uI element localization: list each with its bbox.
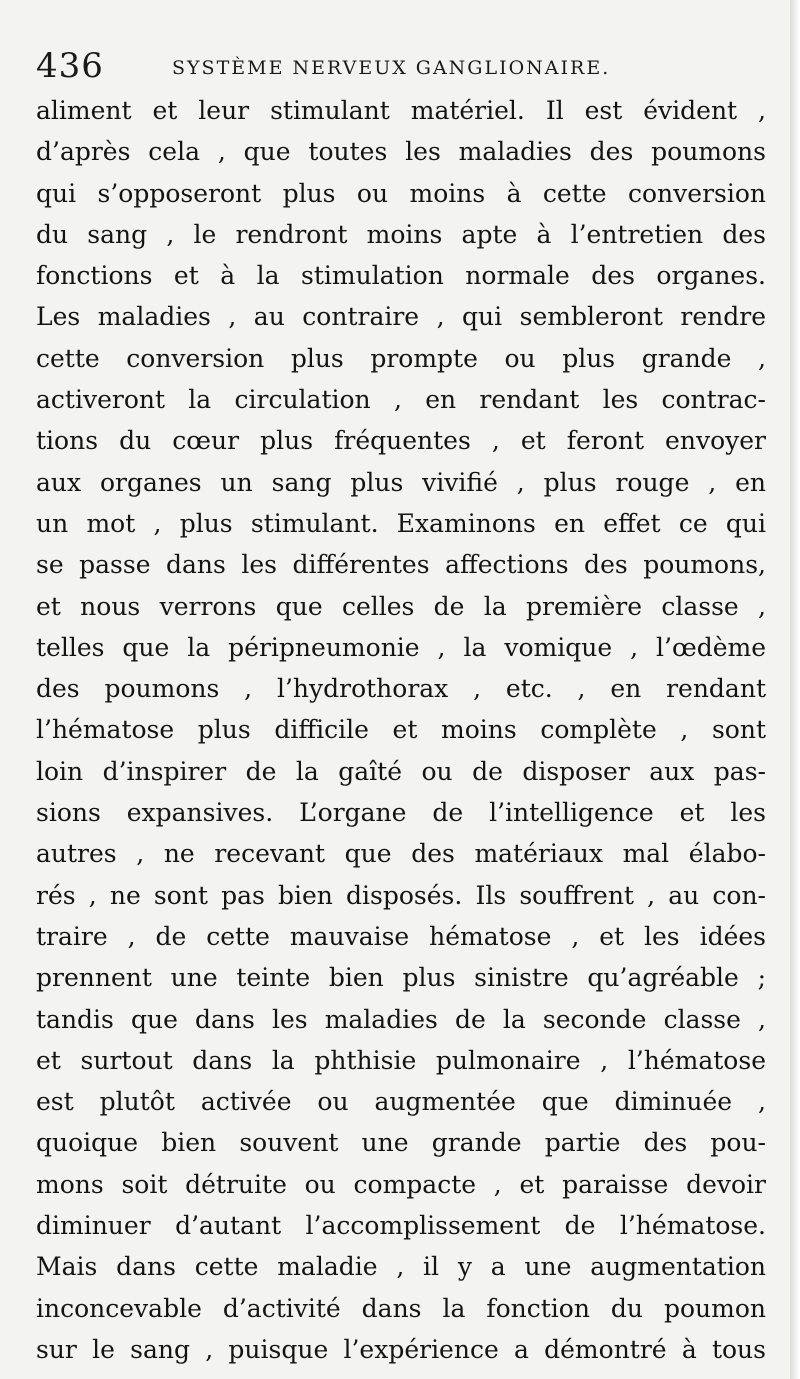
text-line: tions du cœur plus fréquentes , et feront envoyer	[36, 426, 766, 456]
running-title: SYSTÈME NERVEUX GANGLIONAIRE.	[172, 57, 611, 79]
text-line: est plutôt activée ou augmentée que diminuée ,	[36, 1087, 766, 1117]
text-line: du sang , le rendront moins apte à l’entretien des	[36, 219, 766, 249]
text-line: l’hématose plus difficile et moins complète , sont	[36, 715, 766, 745]
text-line: autres , ne recevant que des matériaux mal élabo-	[36, 839, 766, 869]
text-line: Les maladies , au contraire , qui sembleront rendre	[36, 302, 766, 332]
text-line: Mais dans cette maladie , il y a une augmentation	[36, 1252, 766, 1282]
text-line: tandis que dans les maladies de la seconde classe ,	[36, 1004, 766, 1034]
text-line: cette conversion plus prompte ou plus grande ,	[36, 343, 766, 373]
page-header	[36, 44, 756, 88]
text-line: et nous verrons que celles de la première classe ,	[36, 591, 766, 621]
text-line: inconcevable d’activité dans la fonction du poumon	[36, 1293, 766, 1323]
text-line: traire , de cette mauvaise hématose , et les idées	[36, 921, 766, 951]
text-line: sur le sang , puisque l’expérience a démontré à tous	[36, 1334, 766, 1364]
text-line: qui s’opposeront plus ou moins à cette conversion	[36, 178, 766, 208]
text-line: mons soit détruite ou compacte , et paraisse devoir	[36, 1169, 766, 1199]
text-line: fonctions et à la stimulation normale des organes.	[36, 261, 766, 291]
text-line: sions expansives. L’organe de l’intelligence et les	[36, 798, 766, 828]
text-line: activeront la circulation , en rendant les contrac-	[36, 385, 766, 415]
text-line: diminuer d’autant l’accomplissement de l’hématose.	[36, 1211, 766, 1241]
text-line: se passe dans les différentes affections des poumons,	[36, 550, 766, 580]
text-line: aux organes un sang plus vivifié , plus rouge , en	[36, 467, 766, 497]
text-line: d’après cela , que toutes les maladies des poumons	[36, 137, 766, 167]
text-line: telles que la péripneumonie , la vomique , l’œdème	[36, 632, 766, 662]
text-line: et surtout dans la phthisie pulmonaire , l’hématose	[36, 1045, 766, 1075]
text-line: quoique bien souvent une grande partie des pou-	[36, 1128, 766, 1158]
text-line: un mot , plus stimulant. Examinons en effet ce qui	[36, 508, 766, 538]
page-edge	[790, 0, 800, 1379]
text-line: prennent une teinte bien plus sinistre qu’agréable ;	[36, 963, 766, 993]
text-line: rés , ne sont pas bien disposés. Ils souffrent , au con-	[36, 880, 766, 910]
text-line: aliment et leur stimulant matériel. Il est évident ,	[36, 96, 766, 125]
text-line: des poumons , l’hydrothorax , etc. , en rendant	[36, 674, 766, 704]
text-line: loin d’inspirer de la gaîté ou de disposer aux pas-	[36, 756, 766, 786]
body-text	[36, 90, 766, 1370]
page-number: 436	[36, 46, 104, 86]
